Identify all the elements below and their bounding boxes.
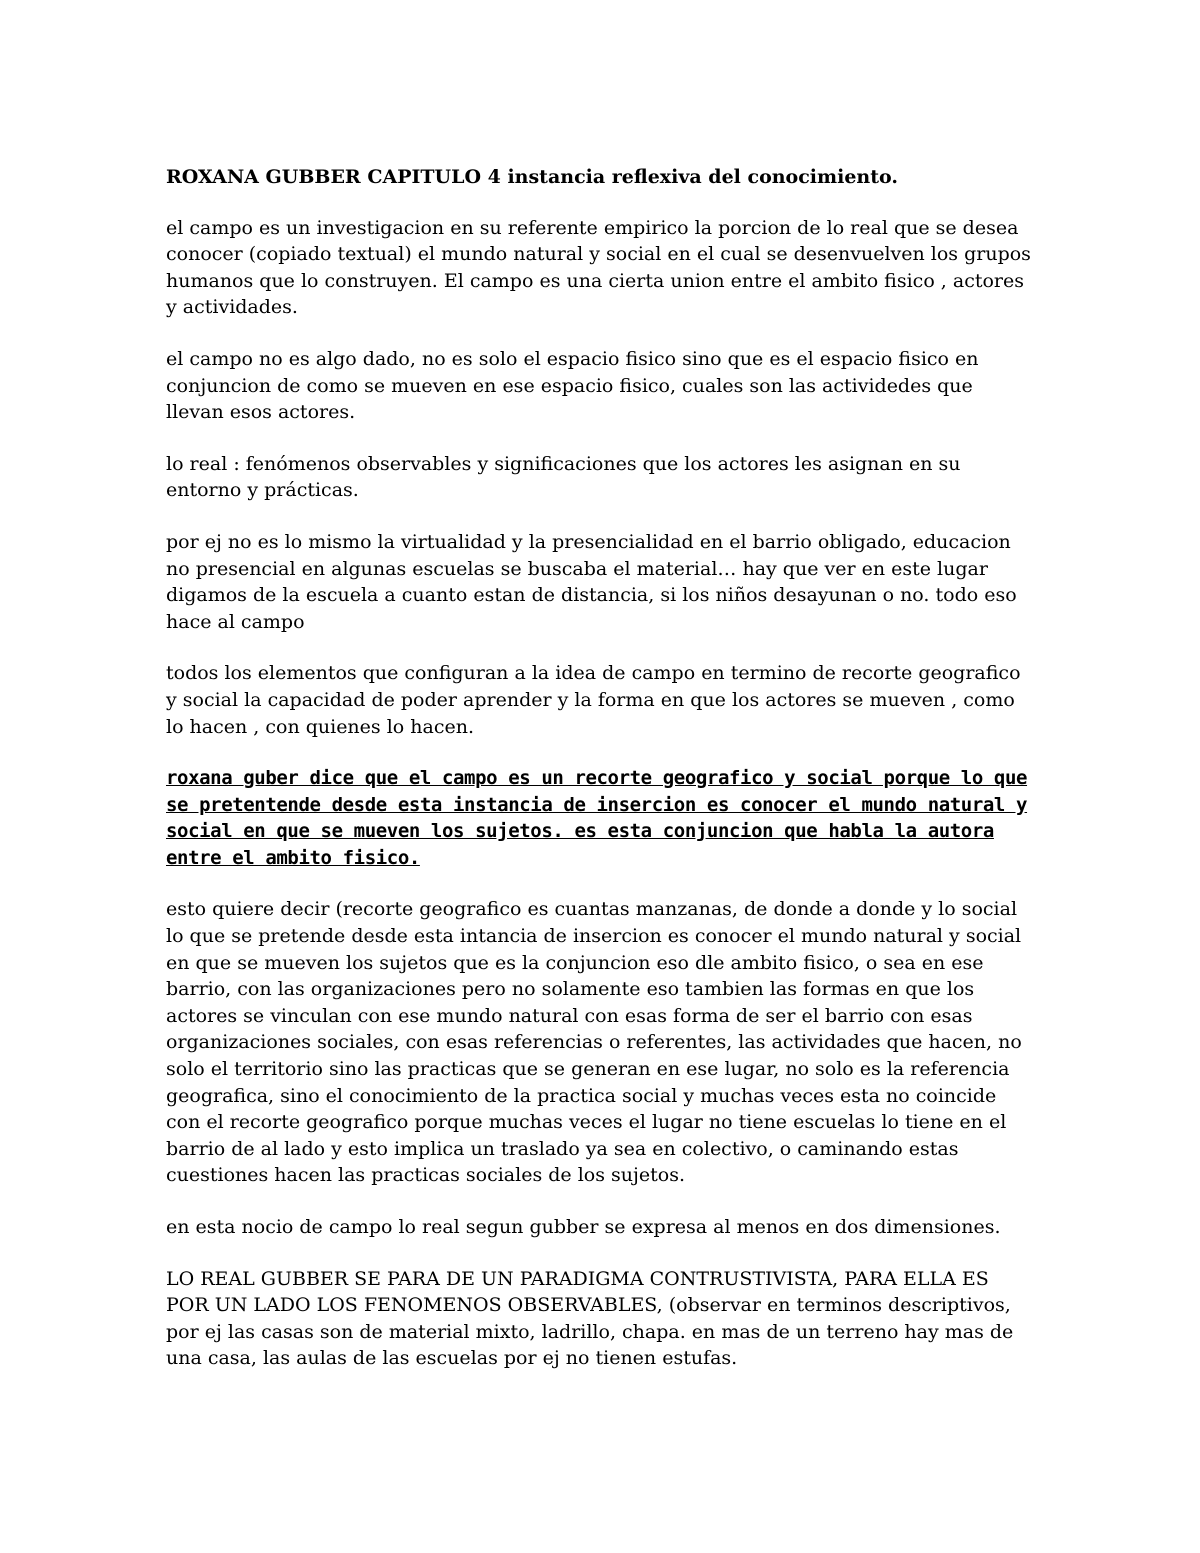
paragraph-campo-definicion: el campo es un investigacion en su referente empirico la porcion de lo real que se desea conocer (copiado textual) el mundo natural y social en el cual se desenvuelven los grupos humanos que lo construyen. El campo es una cierta union entre el ambito fisico , actores y actividades. xyxy=(166,216,1031,319)
paragraph-lo-real: lo real : fenómenos observables y significaciones que los actores les asignan en su entorno y prácticas. xyxy=(166,452,961,502)
paragraph-elementos-campo: todos los elementos que configuran a la idea de campo en termino de recorte geografico y social la capacidad de poder aprender y la forma en que los actores se mueven , como lo hacen , con quienes lo hacen. xyxy=(166,662,1021,738)
document-body xyxy=(166,164,1036,1397)
document-title: ROXANA GUBBER CAPITULO 4 instancia reflexiva del conocimiento. xyxy=(166,166,898,188)
paragraph-campo-no-dado: el campo no es algo dado, no es solo el espacio fisico sino que es el espacio fisico en conjuncion de como se mueven en ese espacio fisico, cuales son las actividedes que llevan esos actores. xyxy=(166,347,979,424)
paragraph-dos-dimensiones: en esta nocio de campo lo real segun gubber se expresa al menos en dos dimensiones. xyxy=(166,1216,1001,1238)
paragraph-ejemplo-barrio: por ej no es lo mismo la virtualidad y la presencialidad en el barrio obligado, educacion no presencial en algunas escuelas se buscaba el material… hay que ver en este lugar digamos de la escuela a cuanto estan de distancia, si los niños desayunan o no. todo eso hace al campo xyxy=(166,530,1017,633)
paragraph-paradigma: LO REAL GUBBER SE PARA DE UN PARADIGMA CONTRUSTIVISTA, PARA ELLA ES POR UN LADO LOS FENOMENOS OBSERVABLES, (observar en terminos descriptivos, por ej las casas son de material mixto, ladrillo, chapa. en mas de un terreno hay mas de una casa, las aulas de las escuelas por ej no tienen estufas. xyxy=(166,1267,1014,1370)
paragraph-recorte-geografico: esto quiere decir (recorte geografico es cuantas manzanas, de donde a donde y lo social lo que se pretende desde esta intancia de insercion es conocer el mundo natural y social en que se mueven los sujetos que es la conjuncion eso dle ambito fisico, o sea en ese barrio, con las organizaciones pero no solamente eso tambien las formas en que los actores se vinculan con ese mundo natural con esas forma de ser el barrio con esas organizaciones sociales, con esas referencias o referentes, las actividades que hacen, no solo el territorio sino las practicas que se generan en ese lugar, no solo es la referencia geografica, sino el conocimiento de la practica social y muchas veces esta no coincide con el recorte geografico porque muchas veces el lugar no tiene escuelas lo tiene en el barrio de al lado y esto implica un traslado ya sea en colectivo, o caminando estas cuestiones hacen las practicas sociales de los sujetos. xyxy=(166,898,1022,1187)
paragraph-emphasis-guber: roxana guber dice que el campo es un recorte geografico y social porque lo que se pretentende desde esta instancia de insercion es conocer el mundo natural y social en que se mueven los sujetos. es esta conjuncion que habla la autora entre el ambito fisico. xyxy=(166,767,1028,869)
